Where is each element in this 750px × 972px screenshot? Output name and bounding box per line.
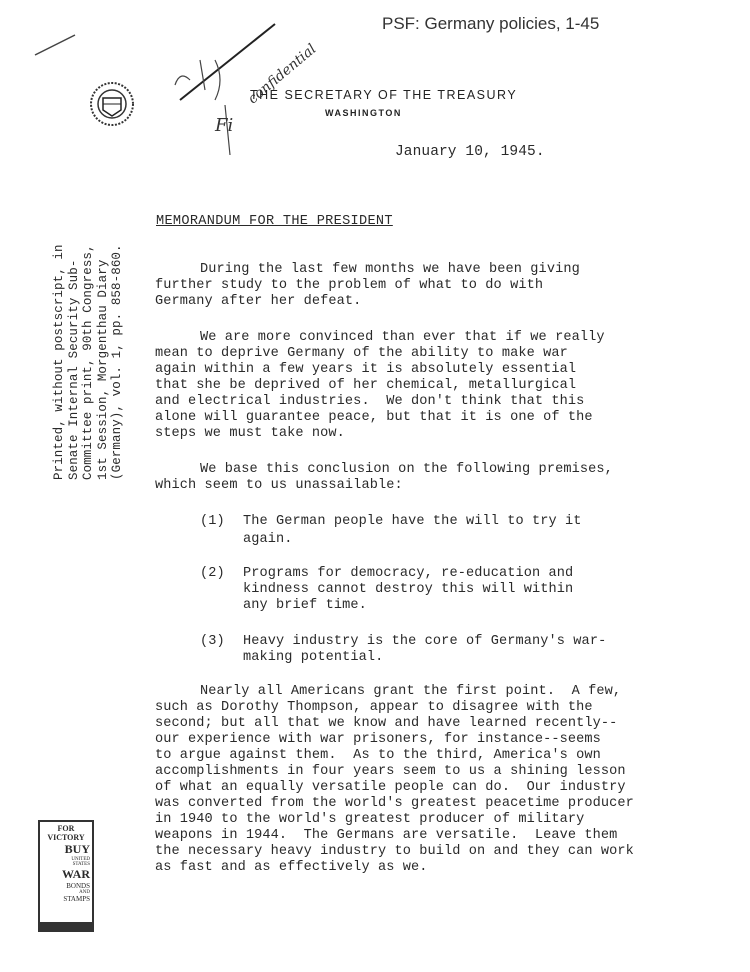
premise-line: The German people have the will to try it: [243, 514, 582, 529]
body-line: further study to the problem of what to do with: [155, 278, 544, 293]
handwritten-initials: Fi: [215, 115, 234, 136]
margin-note-line: 1st Session, Morgenthau Diary: [95, 259, 110, 480]
premise-line: again.: [243, 532, 293, 547]
body-line: the necessary heavy industry to build on and they can work: [155, 844, 634, 859]
body-line: steps we must take now.: [155, 426, 345, 441]
premise-line: making potential.: [243, 650, 384, 665]
body-line: was converted from the world's greatest peacetime producer: [155, 796, 634, 811]
stamp-text: BONDS: [66, 882, 90, 890]
premise-line: Heavy industry is the core of Germany's war-: [243, 634, 607, 649]
body-line: During the last few months we have been giving: [200, 262, 580, 277]
stamp-text: FOR VICTORY: [47, 824, 85, 842]
treasury-seal-icon: [88, 80, 136, 128]
margin-publication-note: [52, 230, 125, 480]
body-line: accomplishments in four years seem to us a shining lesson: [155, 764, 626, 779]
premise-number: (2): [200, 566, 225, 581]
margin-note-line: (Germany), vol. 1, pp. 858-860.: [110, 244, 125, 480]
premise-line: any brief time.: [243, 598, 367, 613]
body-line: mean to deprive Germany of the ability to make war: [155, 346, 568, 361]
stamp-text: BUY: [64, 842, 90, 856]
stamp-text: AND: [79, 890, 90, 895]
letterhead-city: WASHINGTON: [325, 108, 402, 118]
body-line: that she be deprived of her chemical, metallurgical: [155, 378, 577, 393]
body-line: Germany after her defeat.: [155, 294, 362, 309]
body-line: and electrical industries. We don't think that this: [155, 394, 585, 409]
body-line: again within a few years it is absolutely essential: [155, 362, 577, 377]
stamp-text: UNITED: [71, 857, 90, 862]
letter-date: January 10, 1945.: [395, 144, 545, 160]
body-line: of what an equally versatile people can do. Our industry: [155, 780, 626, 795]
body-line: second; but all that we know and have learned recently--: [155, 716, 618, 731]
premise-number: (3): [200, 634, 225, 649]
body-line: to argue against them. As to the third, America's own: [155, 748, 601, 763]
stamp-footer-bar: [40, 922, 92, 930]
letterhead-title: THE SECRETARY OF THE TREASURY: [250, 88, 518, 102]
handwritten-file-note: PSF: Germany policies, 1-45: [382, 14, 600, 33]
memo-heading: MEMORANDUM FOR THE PRESIDENT: [156, 214, 393, 229]
body-line: in 1940 to the world's greatest producer of military: [155, 812, 585, 827]
body-line: our experience with war prisoners, for instance--seems: [155, 732, 601, 747]
stamp-text: STAMPS: [63, 895, 90, 903]
body-line: weapons in 1944. The Germans are versatile. Leave them: [155, 828, 618, 843]
margin-note-line: Committee print, 90th Congress,: [81, 244, 96, 480]
stamp-text: STATES: [72, 862, 90, 867]
body-line: such as Dorothy Thompson, appear to disagree with the: [155, 700, 593, 715]
body-line: We base this conclusion on the following premises,: [200, 462, 613, 477]
body-line: Nearly all Americans grant the first point. A few,: [200, 684, 622, 699]
body-line: as fast and as effectively as we.: [155, 860, 428, 875]
body-line: alone will guarantee peace, but that it is one of the: [155, 410, 593, 425]
stamp-text: WAR: [61, 867, 90, 881]
war-bonds-stamp: [38, 820, 94, 932]
margin-note-line: Printed, without postscript, in: [52, 244, 66, 480]
premise-line: kindness cannot destroy this will within: [243, 582, 574, 597]
body-line: We are more convinced than ever that if we really: [200, 330, 605, 345]
premise-line: Programs for democracy, re-education and: [243, 566, 574, 581]
handwritten-confidential: confidential: [245, 41, 320, 108]
premise-number: (1): [200, 514, 225, 529]
body-line: which seem to us unassailable:: [155, 478, 403, 493]
margin-note-line: Senate Internal Security Sub-: [66, 259, 81, 480]
